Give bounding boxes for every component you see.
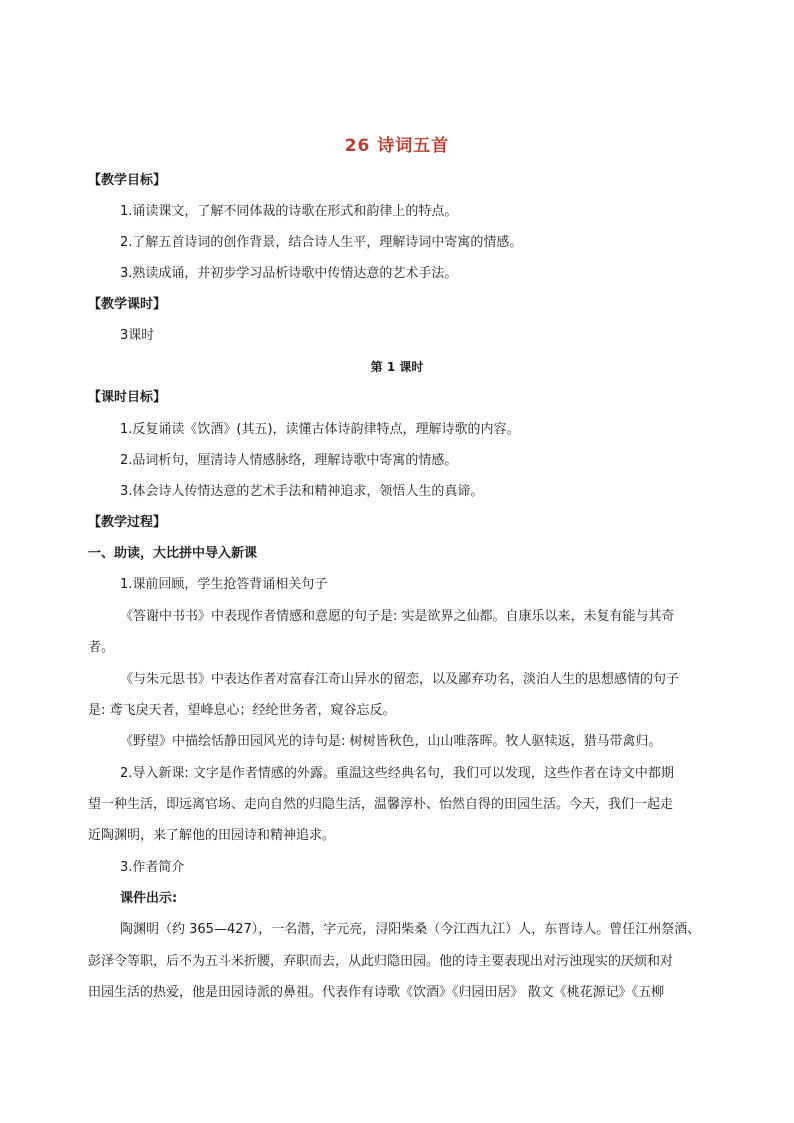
objectives-heading: 【教学目标】 xyxy=(88,173,167,188)
lesson-objectives-heading: 【课时目标】 xyxy=(88,390,167,405)
objective-item-1: 1.诵读课文，了解不同体裁的诗歌在形式和韵律上的特点。 xyxy=(120,204,458,219)
section-1-heading: 一、助读，大比拼中导入新课 xyxy=(88,546,258,561)
lesson-1-heading: 第 1 课时 xyxy=(370,360,424,374)
paragraph-4-line-1: 2.导入新课: 文字是作者情感的外露。重温这些经典名句，我们可以发现，这些作者在诗文中都期 xyxy=(120,766,674,781)
document-title: 26 诗词五首 xyxy=(344,136,450,156)
paragraph-2-line-1: 《与朱元思书》中表达作者对富春江奇山异水的留恋，以及鄙弃功名，淡泊人生的思想感情的句子 xyxy=(120,672,680,687)
hours-value: 3课时 xyxy=(120,328,155,343)
objective-item-3: 3.熟读成诵，并初步学习品析诗歌中传情达意的艺术手法。 xyxy=(120,266,458,281)
paragraph-5-line-3: 田园生活的热爱，他是田园诗派的鼻祖。代表作有诗歌《饮酒》《归园田居》 散文《桃花源记》《五柳 xyxy=(88,985,665,1000)
hours-heading: 【教学课时】 xyxy=(88,297,167,312)
paragraph-1-line-2: 者。 xyxy=(88,640,115,655)
courseware-label: 课件出示: xyxy=(120,891,178,906)
paragraph-1-line-1: 《答谢中书书》中表现作者情感和意愿的句子是: 实是欲界之仙都。自康乐以来，未复有能与其奇 xyxy=(120,609,675,624)
step-3-text: 3.作者简介 xyxy=(120,860,185,875)
lesson-objective-item-1: 1.反复诵读《饮酒》(其五)，读懂古体诗韵律特点，理解诗歌的内容。 xyxy=(120,422,520,437)
paragraph-5-line-2: 彭泽令等职，后不为五斗米折腰，弃职而去，从此归隐田园。他的诗主要表现出对污浊现实的厌烦和对 xyxy=(88,954,674,969)
process-heading: 【教学过程】 xyxy=(88,515,167,530)
paragraph-4-line-2: 望一种生活，即远离官场、走向自然的归隐生活，温馨淳朴、怡然自得的田园生活。今天，我们一起走 xyxy=(88,797,674,812)
paragraph-3-line-1: 《野望》中描绘恬静田园风光的诗句是: 树树皆秋色，山山唯落晖。牧人驱犊返，猎马带禽归。 xyxy=(120,734,662,749)
lesson-objective-item-2: 2.品词析句，厘清诗人情感脉络，理解诗歌中寄寓的情感。 xyxy=(120,453,458,468)
objective-item-2: 2.了解五首诗词的创作背景，结合诗人生平，理解诗词中寄寓的情感。 xyxy=(120,235,523,250)
step-1-text: 1.课前回顾，学生抢答背诵相关句子 xyxy=(120,577,328,592)
paragraph-4-line-3: 近陶渊明，来了解他的田园诗和精神追求。 xyxy=(88,828,336,843)
lesson-objective-item-3: 3.体会诗人传情达意的艺术手法和精神追求，领悟人生的真谛。 xyxy=(120,484,484,499)
paragraph-2-line-2: 是: 鸢飞戾天者，望峰息心；经纶世务者，窥谷忘反。 xyxy=(88,703,396,718)
paragraph-5-line-1: 陶渊明（约 365—427），一名潜，字元亮，浔阳柴桑（今江西九江）人，东晋诗人。曾任江州祭酒、 xyxy=(120,922,701,937)
